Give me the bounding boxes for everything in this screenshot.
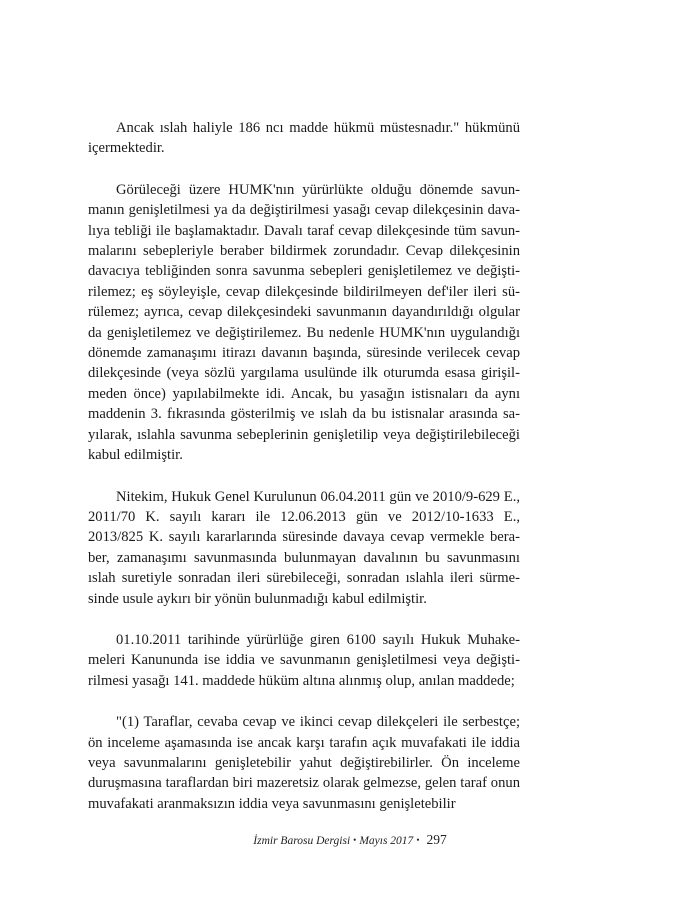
paragraph-1: Ancak ıslah haliyle 186 ncı madde hükmü müstesnadır." hükmünü içermektedir. xyxy=(88,120,520,157)
page-footer xyxy=(0,832,700,848)
footer-issue-date: Mayıs 2017 xyxy=(359,835,414,847)
page-number: 297 xyxy=(426,832,447,847)
paragraph-4: 01.10.2011 tarihinde yürürlüğe giren 6100 sayılı Hukuk Muhakemeleri Kanununda ise iddia ve savunmanın genişletilmesi veya değiştirilmesi yasağı 141. maddede hüküm altına alınmış olup, anılan maddede; xyxy=(88,631,520,689)
page-body xyxy=(88,118,520,814)
bullet-separator-icon: • xyxy=(353,835,357,845)
bullet-separator-icon: • xyxy=(416,835,420,845)
paragraph-5: "(1) Taraflar, cevaba cevap ve ikinci cevap dilekçeleri ile serbestçe; ön inceleme aşamasında ise ancak karşı tarafın açık muvafakati ile iddia veya savunmalarını genişletebilir yahut değiştirebilirler. Ön inceleme duruşmasına taraflardan biri mazeretsiz olarak gelmezse, gelen taraf onun muvafakati aranmaksızın iddia veya savunmasını genişletebilir xyxy=(88,714,520,812)
paragraph-3: Nitekim, Hukuk Genel Kurulunun 06.04.2011 gün ve 2010/9-629 E., 2011/70 K. sayılı kararı ile 12.06.2013 gün ve 2012/10-1633 E., 2013/825 K. sayılı kararlarında süresinde davaya cevap vermekle beraber, zamanaşımı savunmasında bulunmayan davalının bu savunmasını ıslah suretiyle sonradan ileri sürebileceği, sonradan ıslahla ileri sürmesinde usule aykırı bir yönün bulunmadığı kabul edilmiştir. xyxy=(88,488,520,607)
paragraph-2: Görüleceği üzere HUMK'nın yürürlükte olduğu dönemde savunmanın genişletilmesi ya da değiştirilmesi yasağı cevap dilekçesinin davalıya tebliği ile başlamaktadır. Davalı taraf cevap dilekçesinde tüm savunmalarını sebepleriyle beraber bildirmek zorundadır. Cevap dilekçesinin davacıya tebliğinden sonra savunma sebepleri genişletilemez ve değiştirilemez; eş söyleyişle, cevap dilekçesinde bildirilmeyen def'iler ileri sürülemez; ayrıca, cevap dilekçesindeki savunmanın dayandırıldığı olgular da genişletilemez ve değiştirilemez. Bu nedenle HUMK'nın uygulandığı dönemde zamanaşımı itirazı davanın başında, süresinde verilecek cevap dilekçesinde (veya sözlü yargılama usulünde ilk oturumda esasa girişilmeden önce) yapılabilmekte idi. Ancak, bu yasağın istisnaları da aynı maddenin 3. fıkrasında gösterilmiş ve ıslah da bu istisnalar arasında sayılarak, ıslahla savunma sebeplerinin genişletilip veya değiştirilebileceği kabul edilmiştir. xyxy=(88,181,520,464)
footer-journal-name: İzmir Barosu Dergisi xyxy=(253,835,351,847)
